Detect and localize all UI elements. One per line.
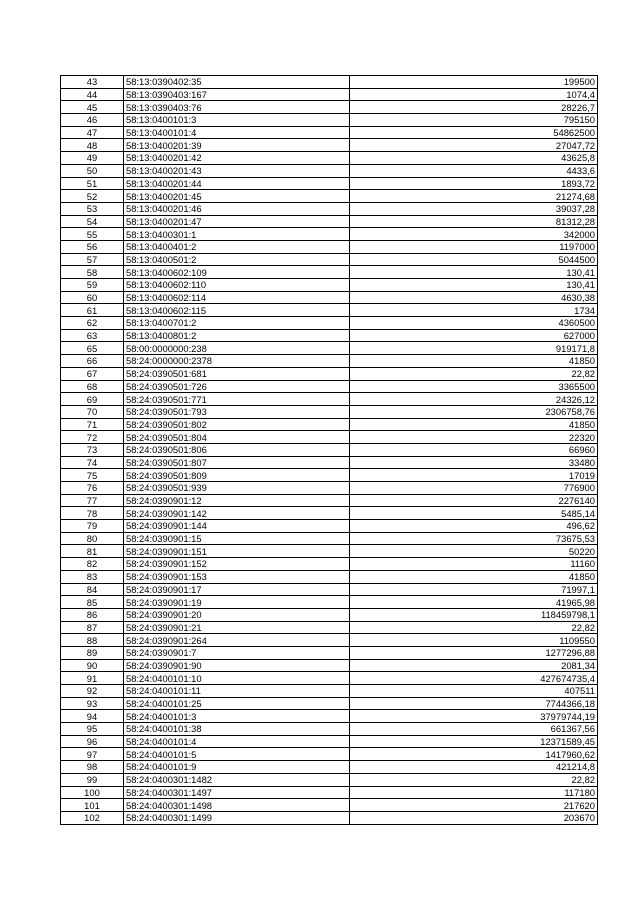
table-row [61, 583, 598, 596]
cadastral-number-cell: 58:13:0400602:114 [124, 291, 350, 304]
row-number-cell: 99 [61, 773, 124, 786]
value-cell: 28226,7 [350, 101, 598, 114]
row-number-cell: 50 [61, 164, 124, 177]
row-number-cell: 44 [61, 88, 124, 101]
value-cell: 71997,1 [350, 583, 598, 596]
cadastral-number-cell: 58:24:0390901:144 [124, 520, 350, 533]
table-row [61, 659, 598, 672]
row-number-cell: 83 [61, 570, 124, 583]
value-cell: 199500 [350, 76, 598, 89]
row-number-cell: 72 [61, 431, 124, 444]
value-cell: 54862500 [350, 126, 598, 139]
cadastral-number-cell: 58:13:0400201:47 [124, 215, 350, 228]
value-cell: 2306758,76 [350, 405, 598, 418]
cadastral-number-cell: 58:24:0390501:793 [124, 405, 350, 418]
table-row [61, 735, 598, 748]
table-row [61, 431, 598, 444]
table-row [61, 266, 598, 279]
table-row [61, 164, 598, 177]
table-row [61, 177, 598, 190]
cadastral-number-cell: 58:24:0390901:152 [124, 558, 350, 571]
value-cell: 41850 [350, 355, 598, 368]
cadastral-number-cell: 58:24:0390901:151 [124, 545, 350, 558]
row-number-cell: 68 [61, 380, 124, 393]
value-cell: 17019 [350, 469, 598, 482]
table-row [61, 494, 598, 507]
table-row [61, 811, 598, 824]
cadastral-number-cell: 58:13:0400201:43 [124, 164, 350, 177]
value-cell: 4360500 [350, 317, 598, 330]
value-cell: 5044500 [350, 253, 598, 266]
value-cell: 627000 [350, 329, 598, 342]
value-cell: 7744366,18 [350, 697, 598, 710]
value-cell: 661367,56 [350, 723, 598, 736]
table-row [61, 152, 598, 165]
cadastral-number-cell: 58:24:0400101:11 [124, 685, 350, 698]
table-row [61, 596, 598, 609]
value-cell: 421214,8 [350, 761, 598, 774]
value-cell: 919171,8 [350, 342, 598, 355]
cadastral-number-cell: 58:24:0390901:153 [124, 570, 350, 583]
value-cell: 427674735,4 [350, 672, 598, 685]
table-row [61, 545, 598, 558]
table-row [61, 418, 598, 431]
table-row [61, 748, 598, 761]
row-number-cell: 69 [61, 393, 124, 406]
value-cell: 43625,8 [350, 152, 598, 165]
row-number-cell: 100 [61, 786, 124, 799]
row-number-cell: 87 [61, 621, 124, 634]
value-cell: 795150 [350, 114, 598, 127]
value-cell: 5485,14 [350, 507, 598, 520]
table-row [61, 139, 598, 152]
table-row [61, 520, 598, 533]
value-cell: 11160 [350, 558, 598, 571]
row-number-cell: 93 [61, 697, 124, 710]
row-number-cell: 71 [61, 418, 124, 431]
value-cell: 41965,98 [350, 596, 598, 609]
row-number-cell: 63 [61, 329, 124, 342]
row-number-cell: 101 [61, 799, 124, 812]
cadastral-number-cell: 58:24:0390501:726 [124, 380, 350, 393]
table-row [61, 697, 598, 710]
table-row [61, 773, 598, 786]
table-row [61, 228, 598, 241]
value-cell: 117180 [350, 786, 598, 799]
cadastral-number-cell: 58:24:0390501:681 [124, 367, 350, 380]
table-row [61, 608, 598, 621]
table-row [61, 202, 598, 215]
value-cell: 1197000 [350, 240, 598, 253]
value-cell: 130,41 [350, 266, 598, 279]
table-row [61, 329, 598, 342]
cadastral-number-cell: 58:24:0400101:5 [124, 748, 350, 761]
value-cell: 203670 [350, 811, 598, 824]
row-number-cell: 80 [61, 532, 124, 545]
table-row [61, 710, 598, 723]
row-number-cell: 49 [61, 152, 124, 165]
value-cell: 39037,28 [350, 202, 598, 215]
cadastral-number-cell: 58:24:0390501:809 [124, 469, 350, 482]
cadastral-number-cell: 58:13:0400201:39 [124, 139, 350, 152]
table-row [61, 456, 598, 469]
table-row [61, 240, 598, 253]
table-row [61, 532, 598, 545]
row-number-cell: 92 [61, 685, 124, 698]
table-row [61, 215, 598, 228]
row-number-cell: 65 [61, 342, 124, 355]
value-cell: 41850 [350, 418, 598, 431]
cadastral-number-cell: 58:13:0400201:46 [124, 202, 350, 215]
table-row [61, 367, 598, 380]
value-cell: 1893,72 [350, 177, 598, 190]
cadastral-number-cell: 58:24:0400101:10 [124, 672, 350, 685]
row-number-cell: 54 [61, 215, 124, 228]
table-row [61, 507, 598, 520]
value-cell: 37979744,19 [350, 710, 598, 723]
value-cell: 22,82 [350, 621, 598, 634]
table-row [61, 304, 598, 317]
cadastral-number-cell: 58:13:0400201:42 [124, 152, 350, 165]
value-cell: 4630,38 [350, 291, 598, 304]
row-number-cell: 79 [61, 520, 124, 533]
cadastral-number-cell: 58:24:0390901:15 [124, 532, 350, 545]
row-number-cell: 94 [61, 710, 124, 723]
row-number-cell: 57 [61, 253, 124, 266]
cadastral-number-cell: 58:24:0400101:4 [124, 735, 350, 748]
table-row [61, 799, 598, 812]
value-cell: 496,62 [350, 520, 598, 533]
table-row [61, 634, 598, 647]
value-cell: 1277296,88 [350, 646, 598, 659]
cadastral-number-cell: 58:24:0400101:9 [124, 761, 350, 774]
cadastral-number-cell: 58:24:0400101:3 [124, 710, 350, 723]
table-row [61, 621, 598, 634]
row-number-cell: 76 [61, 482, 124, 495]
row-number-cell: 90 [61, 659, 124, 672]
row-number-cell: 60 [61, 291, 124, 304]
row-number-cell: 45 [61, 101, 124, 114]
cadastral-number-cell: 58:13:0400801:2 [124, 329, 350, 342]
table-row [61, 723, 598, 736]
table-row [61, 253, 598, 266]
row-number-cell: 66 [61, 355, 124, 368]
table-row [61, 101, 598, 114]
value-cell: 22,82 [350, 367, 598, 380]
value-cell: 118459798,1 [350, 608, 598, 621]
row-number-cell: 86 [61, 608, 124, 621]
row-number-cell: 96 [61, 735, 124, 748]
row-number-cell: 97 [61, 748, 124, 761]
row-number-cell: 102 [61, 811, 124, 824]
value-cell: 33480 [350, 456, 598, 469]
row-number-cell: 75 [61, 469, 124, 482]
cadastral-number-cell: 58:13:0400401:2 [124, 240, 350, 253]
table-row [61, 469, 598, 482]
row-number-cell: 67 [61, 367, 124, 380]
table-row [61, 291, 598, 304]
cadastral-number-cell: 58:24:0400101:38 [124, 723, 350, 736]
row-number-cell: 51 [61, 177, 124, 190]
cadastral-number-cell: 58:24:0390901:264 [124, 634, 350, 647]
row-number-cell: 98 [61, 761, 124, 774]
cadastral-number-cell: 58:24:0400301:1497 [124, 786, 350, 799]
cadastral-number-cell: 58:13:0400101:3 [124, 114, 350, 127]
row-number-cell: 81 [61, 545, 124, 558]
row-number-cell: 95 [61, 723, 124, 736]
row-number-cell: 82 [61, 558, 124, 571]
table-row [61, 685, 598, 698]
row-number-cell: 59 [61, 279, 124, 292]
cadastral-number-cell: 58:13:0400602:115 [124, 304, 350, 317]
value-cell: 21274,68 [350, 190, 598, 203]
value-cell: 1074,4 [350, 88, 598, 101]
cadastral-number-cell: 58:24:0390901:12 [124, 494, 350, 507]
cadastral-number-cell: 58:13:0400301:1 [124, 228, 350, 241]
cadastral-number-cell: 58:13:0390403:76 [124, 101, 350, 114]
cadastral-number-cell: 58:24:0390501:806 [124, 443, 350, 456]
value-cell: 2081,34 [350, 659, 598, 672]
value-cell: 27047,72 [350, 139, 598, 152]
table-row [61, 126, 598, 139]
table-row [61, 190, 598, 203]
value-cell: 66960 [350, 443, 598, 456]
cadastral-value-table [60, 75, 598, 825]
table-row [61, 88, 598, 101]
value-cell: 1109550 [350, 634, 598, 647]
value-cell: 130,41 [350, 279, 598, 292]
table-body [61, 76, 598, 825]
cadastral-number-cell: 58:13:0400602:109 [124, 266, 350, 279]
value-cell: 217620 [350, 799, 598, 812]
table-row [61, 786, 598, 799]
value-cell: 1417960,62 [350, 748, 598, 761]
cadastral-number-cell: 58:24:0390501:804 [124, 431, 350, 444]
cadastral-number-cell: 58:24:0400301:1499 [124, 811, 350, 824]
cadastral-number-cell: 58:00:0000000:238 [124, 342, 350, 355]
table-row [61, 482, 598, 495]
table-row [61, 393, 598, 406]
table-row [61, 405, 598, 418]
cadastral-number-cell: 58:13:0400101:4 [124, 126, 350, 139]
value-cell: 41850 [350, 570, 598, 583]
cadastral-number-cell: 58:13:0390403:167 [124, 88, 350, 101]
cadastral-number-cell: 58:24:0400101:25 [124, 697, 350, 710]
cadastral-number-cell: 58:24:0390901:20 [124, 608, 350, 621]
cadastral-number-cell: 58:24:0000000:2378 [124, 355, 350, 368]
cadastral-number-cell: 58:13:0400201:45 [124, 190, 350, 203]
value-cell: 1734 [350, 304, 598, 317]
row-number-cell: 48 [61, 139, 124, 152]
table-row [61, 317, 598, 330]
row-number-cell: 56 [61, 240, 124, 253]
value-cell: 407511 [350, 685, 598, 698]
table-row [61, 380, 598, 393]
value-cell: 4433,6 [350, 164, 598, 177]
cadastral-number-cell: 58:13:0390402:35 [124, 76, 350, 89]
cadastral-number-cell: 58:24:0390501:807 [124, 456, 350, 469]
cadastral-number-cell: 58:24:0390901:7 [124, 646, 350, 659]
table-row [61, 558, 598, 571]
cadastral-number-cell: 58:24:0390501:939 [124, 482, 350, 495]
table-row [61, 672, 598, 685]
table-row [61, 570, 598, 583]
row-number-cell: 84 [61, 583, 124, 596]
cadastral-number-cell: 58:24:0390901:19 [124, 596, 350, 609]
table-row [61, 76, 598, 89]
row-number-cell: 74 [61, 456, 124, 469]
cadastral-number-cell: 58:24:0390501:802 [124, 418, 350, 431]
cadastral-number-cell: 58:13:0400701:2 [124, 317, 350, 330]
row-number-cell: 46 [61, 114, 124, 127]
row-number-cell: 89 [61, 646, 124, 659]
table-row [61, 443, 598, 456]
row-number-cell: 62 [61, 317, 124, 330]
row-number-cell: 43 [61, 76, 124, 89]
row-number-cell: 73 [61, 443, 124, 456]
table-row [61, 355, 598, 368]
row-number-cell: 91 [61, 672, 124, 685]
value-cell: 3365500 [350, 380, 598, 393]
table-row [61, 761, 598, 774]
row-number-cell: 78 [61, 507, 124, 520]
value-cell: 50220 [350, 545, 598, 558]
row-number-cell: 53 [61, 202, 124, 215]
value-cell: 12371589,45 [350, 735, 598, 748]
value-cell: 22,82 [350, 773, 598, 786]
value-cell: 24326,12 [350, 393, 598, 406]
cadastral-number-cell: 58:24:0400301:1482 [124, 773, 350, 786]
value-cell: 776900 [350, 482, 598, 495]
row-number-cell: 85 [61, 596, 124, 609]
table-row [61, 114, 598, 127]
cadastral-number-cell: 58:24:0390501:771 [124, 393, 350, 406]
row-number-cell: 55 [61, 228, 124, 241]
row-number-cell: 58 [61, 266, 124, 279]
row-number-cell: 52 [61, 190, 124, 203]
cadastral-number-cell: 58:24:0390901:142 [124, 507, 350, 520]
cadastral-number-cell: 58:24:0400301:1498 [124, 799, 350, 812]
value-cell: 342000 [350, 228, 598, 241]
row-number-cell: 88 [61, 634, 124, 647]
cadastral-number-cell: 58:13:0400602:110 [124, 279, 350, 292]
table-row [61, 342, 598, 355]
cadastral-number-cell: 58:24:0390901:21 [124, 621, 350, 634]
table-row [61, 646, 598, 659]
table-row [61, 279, 598, 292]
value-cell: 73675,53 [350, 532, 598, 545]
row-number-cell: 77 [61, 494, 124, 507]
value-cell: 81312,28 [350, 215, 598, 228]
cadastral-number-cell: 58:13:0400501:2 [124, 253, 350, 266]
cadastral-number-cell: 58:24:0390901:90 [124, 659, 350, 672]
row-number-cell: 70 [61, 405, 124, 418]
cadastral-number-cell: 58:13:0400201:44 [124, 177, 350, 190]
cadastral-number-cell: 58:24:0390901:17 [124, 583, 350, 596]
value-cell: 2276140 [350, 494, 598, 507]
value-cell: 22320 [350, 431, 598, 444]
row-number-cell: 47 [61, 126, 124, 139]
row-number-cell: 61 [61, 304, 124, 317]
